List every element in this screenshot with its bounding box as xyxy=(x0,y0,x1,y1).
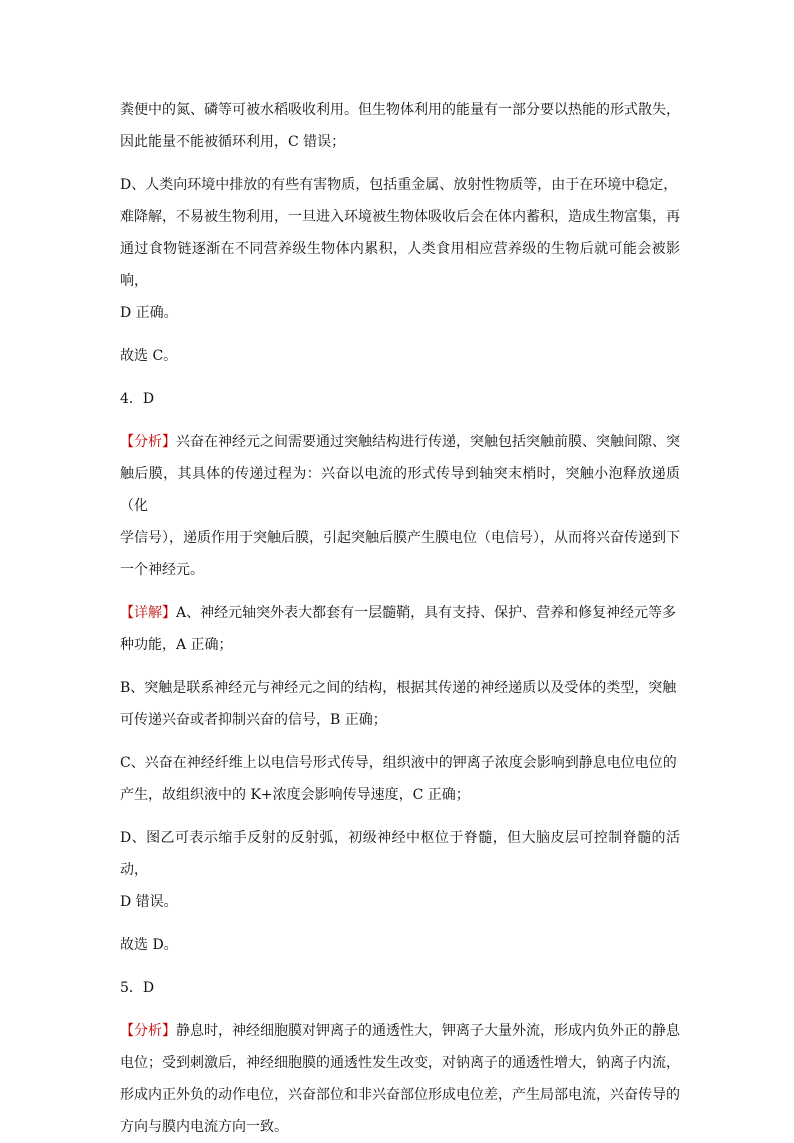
text-line xyxy=(120,779,680,811)
line-text: 一个神经元。 xyxy=(120,562,204,578)
line-text: 难降解，不易被生物利用，一旦进入环境被生物体吸收后会在体内蓄积，造成生物富集，再 xyxy=(120,209,680,225)
paragraph-p8 xyxy=(120,747,680,811)
text-line xyxy=(120,458,680,522)
section-tag: 【分析】 xyxy=(120,1023,176,1039)
paragraph-p9 xyxy=(120,822,680,918)
line-text: D 错误。 xyxy=(120,894,178,910)
document-body xyxy=(120,94,680,1143)
text-line xyxy=(120,1111,680,1143)
text-line xyxy=(120,340,680,372)
text-line xyxy=(120,522,680,554)
line-text: 因此能量不能被循环利用，C 错误； xyxy=(120,134,346,150)
line-text: 可传递兴奋或者抑制兴奋的信号，B 正确； xyxy=(120,712,387,728)
text-line xyxy=(120,629,680,661)
line-text: 通过食物链逐渐在不同营养级生物体内累积，人类食用相应营养级的生物后就可能会被影响， xyxy=(120,241,680,289)
paragraph-p2 xyxy=(120,169,680,329)
line-text: 方向与膜内电流方向一致。 xyxy=(120,1119,288,1135)
text-line xyxy=(120,201,680,233)
text-line xyxy=(120,704,680,736)
text-line xyxy=(120,233,680,297)
line-text: 4．D xyxy=(120,391,155,407)
line-text: B、突触是联系神经元与神经元之间的结构，根据其传递的神经递质以及受体的类型，突触 xyxy=(120,680,677,696)
text-line xyxy=(120,822,680,886)
paragraph-p11 xyxy=(120,972,680,1004)
text-line xyxy=(120,169,680,201)
line-text: 电位；受到刺激后，神经细胞膜的通透性发生改变，对钠离子的通透性增大，钠离子内流， xyxy=(120,1055,680,1071)
text-line xyxy=(120,1047,680,1079)
line-text: 粪便中的氮、磷等可被水稻吸收利用。但生物体利用的能量有一部分要以热能的形式散失， xyxy=(120,102,680,118)
text-line xyxy=(120,747,680,779)
paragraph-p5 xyxy=(120,426,680,586)
line-text: D 正确。 xyxy=(120,305,178,321)
section-tag: 【详解】 xyxy=(120,605,176,621)
line-text: 故选 D。 xyxy=(120,937,178,953)
text-line xyxy=(120,126,680,158)
text-line xyxy=(120,383,680,415)
line-text: 兴奋在神经元之间需要通过突触结构进行传递，突触包括突触前膜、突触间隙、突 xyxy=(176,434,680,450)
text-line xyxy=(120,426,680,458)
line-text: 触后膜，其具体的传递过程为：兴奋以电流的形式传导到轴突末梢时，突触小泡释放递质（化 xyxy=(120,466,680,514)
paragraph-p3 xyxy=(120,340,680,372)
paragraph-p12 xyxy=(120,1015,680,1143)
line-text: D、人类向环境中排放的有些有害物质，包括重金属、放射性物质等，由于在环境中稳定， xyxy=(120,177,678,193)
line-text: 故选 C。 xyxy=(120,348,178,364)
text-line xyxy=(120,886,680,918)
line-text: D、图乙可表示缩手反射的反射弧，初级神经中枢位于脊髓，但大脑皮层可控制脊髓的活动， xyxy=(120,830,680,878)
paragraph-p10 xyxy=(120,929,680,961)
text-line xyxy=(120,94,680,126)
line-text: 静息时，神经细胞膜对钾离子的通透性大，钾离子大量外流，形成内负外正的静息 xyxy=(176,1023,680,1039)
line-text: 产生，故组织液中的 K+浓度会影响传导速度，C 正确； xyxy=(120,787,470,803)
line-text: 5．D xyxy=(120,980,155,996)
paragraph-p7 xyxy=(120,672,680,736)
paragraph-p1 xyxy=(120,94,680,158)
text-line xyxy=(120,1015,680,1047)
line-text: 形成内正外负的动作电位，兴奋部位和非兴奋部位形成电位差，产生局部电流，兴奋传导的 xyxy=(120,1087,680,1103)
line-text: C、兴奋在神经纤维上以电信号形式传导，组织液中的钾离子浓度会影响到静息电位电位的 xyxy=(120,755,677,771)
text-line xyxy=(120,672,680,704)
line-text: 学信号），递质作用于突触后膜，引起突触后膜产生膜电位（电信号），从而将兴奋传递到下 xyxy=(120,530,680,546)
text-line xyxy=(120,554,680,586)
text-line xyxy=(120,1079,680,1111)
line-text: A、神经元轴突外表大都套有一层髓鞘，具有支持、保护、营养和修复神经元等多 xyxy=(176,605,677,621)
section-tag: 【分析】 xyxy=(120,434,176,450)
line-text: 种功能，A 正确； xyxy=(120,637,233,653)
text-line xyxy=(120,597,680,629)
text-line xyxy=(120,972,680,1004)
text-line xyxy=(120,929,680,961)
paragraph-p6 xyxy=(120,597,680,661)
text-line xyxy=(120,297,680,329)
paragraph-p4 xyxy=(120,383,680,415)
